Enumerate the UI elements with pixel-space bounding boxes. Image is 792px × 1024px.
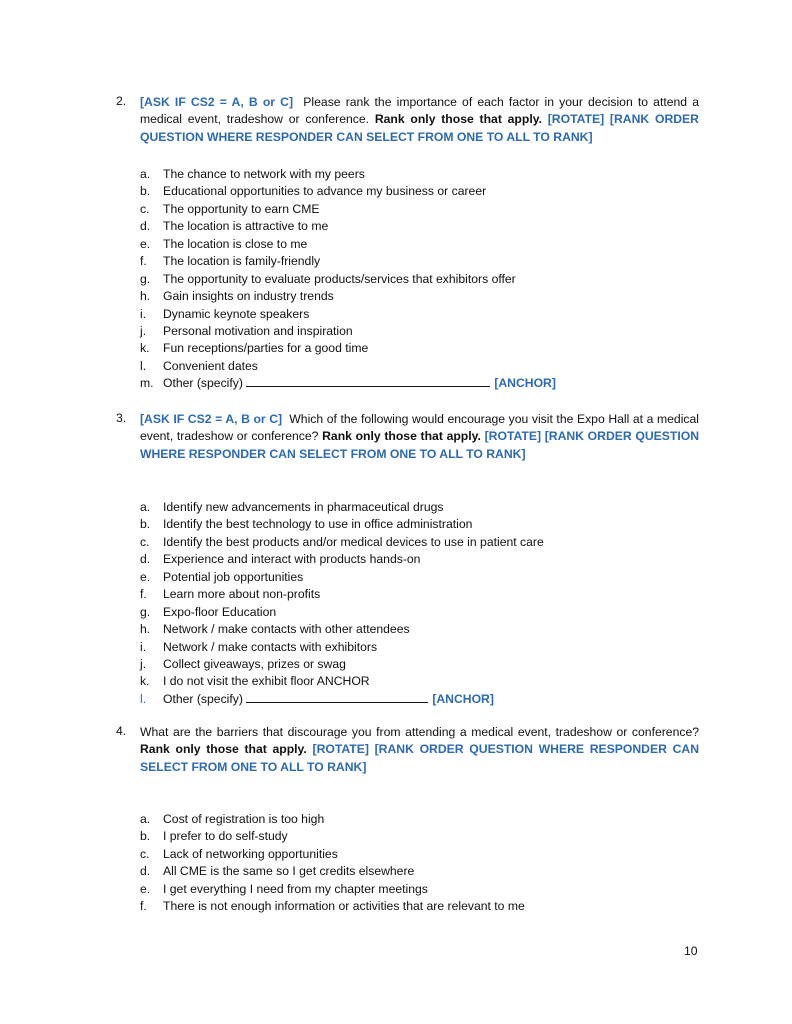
list-item: c. Identify the best products and/or medical devices to use in patient care <box>140 534 544 549</box>
list-item: g. Expo-floor Education <box>140 604 277 619</box>
list-item: h. Network / make contacts with other attendees <box>140 622 410 637</box>
list-item: b. I prefer to do self-study <box>140 829 288 844</box>
list-item: e. I get everything I need from my chapter meetings <box>140 881 428 896</box>
question-stem <box>140 94 699 146</box>
list-item: i. Network / make contacts with exhibitors <box>140 639 378 654</box>
list-item: f. The location is family-friendly <box>140 254 321 269</box>
list-item: k. Fun receptions/parties for a good time <box>140 341 369 356</box>
instruction-text: Rank only those that apply. <box>374 112 542 127</box>
list-item: f. There is not enough information or activities that are relevant to me <box>140 899 525 914</box>
programming-note: [ROTATE] [RANK ORDER QUESTION WHERE RESPONDER CAN SELECT FROM ONE TO ALL TO RANK] <box>140 742 700 774</box>
list-item: g. The opportunity to evaluate products/services that exhibitors offer <box>140 271 516 286</box>
specify-blank-line[interactable] <box>246 691 428 703</box>
question-number: 4. <box>116 724 127 738</box>
list-item: b. Educational opportunities to advance my business or career <box>140 184 487 199</box>
anchor-tag: [ANCHOR] <box>494 376 556 391</box>
list-item: i. Dynamic keynote speakers <box>140 306 310 321</box>
condition-tag: [ASK IF CS2 = A, B or C] <box>140 412 283 426</box>
list-item: e. Potential job opportunities <box>140 569 304 584</box>
answer-list <box>140 499 720 708</box>
page-number: 10 <box>684 944 698 958</box>
list-item: a. The chance to network with my peers <box>140 167 365 181</box>
list-item: j. Personal motivation and inspiration <box>140 323 353 338</box>
list-item: b. Identify the best technology to use in office administration <box>140 517 473 532</box>
question-text: Which of the following would encourage you visit the Expo Hall at a medical event, tradeshow or conference? <box>140 412 699 444</box>
list-item-other: l. Other (specify) [ANCHOR] <box>140 691 494 706</box>
answer-list <box>140 811 720 916</box>
list-item: a. Cost of registration is too high <box>140 812 325 826</box>
list-item: d. The location is attractive to me <box>140 219 329 234</box>
list-item: j. Collect giveaways, prizes or swag <box>140 656 346 671</box>
question-number: 3. <box>116 411 127 425</box>
anchor-tag: [ANCHOR] <box>432 691 494 706</box>
list-item: d. All CME is the same so I get credits elsewhere <box>140 864 415 879</box>
list-item-other: m. Other (specify) [ANCHOR] <box>140 376 556 391</box>
question-text: Please rank the importance of each factor in your decision to attend a medical event, tradeshow or conference. <box>140 95 699 127</box>
list-item: h. Gain insights on industry trends <box>140 289 334 304</box>
condition-tag: [ASK IF CS2 = A, B or C] <box>140 95 294 109</box>
list-item: e. The location is close to me <box>140 236 308 251</box>
question-stem <box>140 724 699 776</box>
list-item: a. Identify new advancements in pharmaceutical drugs <box>140 500 444 514</box>
programming-note: [ROTATE] [RANK ORDER QUESTION WHERE RESPONDER CAN SELECT FROM ONE TO ALL TO RANK] <box>140 429 700 461</box>
programming-note: [ROTATE] [RANK ORDER QUESTION WHERE RESPONDER CAN SELECT FROM ONE TO ALL TO RANK] <box>140 112 699 144</box>
list-item: c. Lack of networking opportunities <box>140 846 338 861</box>
question-stem <box>140 411 699 463</box>
answer-list <box>140 166 720 393</box>
question-number: 2. <box>116 94 127 108</box>
list-item: c. The opportunity to earn CME <box>140 201 320 216</box>
question-text: What are the barriers that discourage you from attending a medical event, tradeshow or conference? <box>140 725 699 739</box>
specify-blank-line[interactable] <box>246 375 490 387</box>
instruction-text: Rank only those that apply. <box>140 742 307 757</box>
list-item: k. I do not visit the exhibit floor ANCHOR <box>140 674 370 689</box>
list-item: d. Experience and interact with products hands-on <box>140 552 421 567</box>
list-item: l. Convenient dates <box>140 358 258 373</box>
list-item: f. Learn more about non-profits <box>140 587 321 602</box>
instruction-text: Rank only those that apply. <box>322 429 481 444</box>
